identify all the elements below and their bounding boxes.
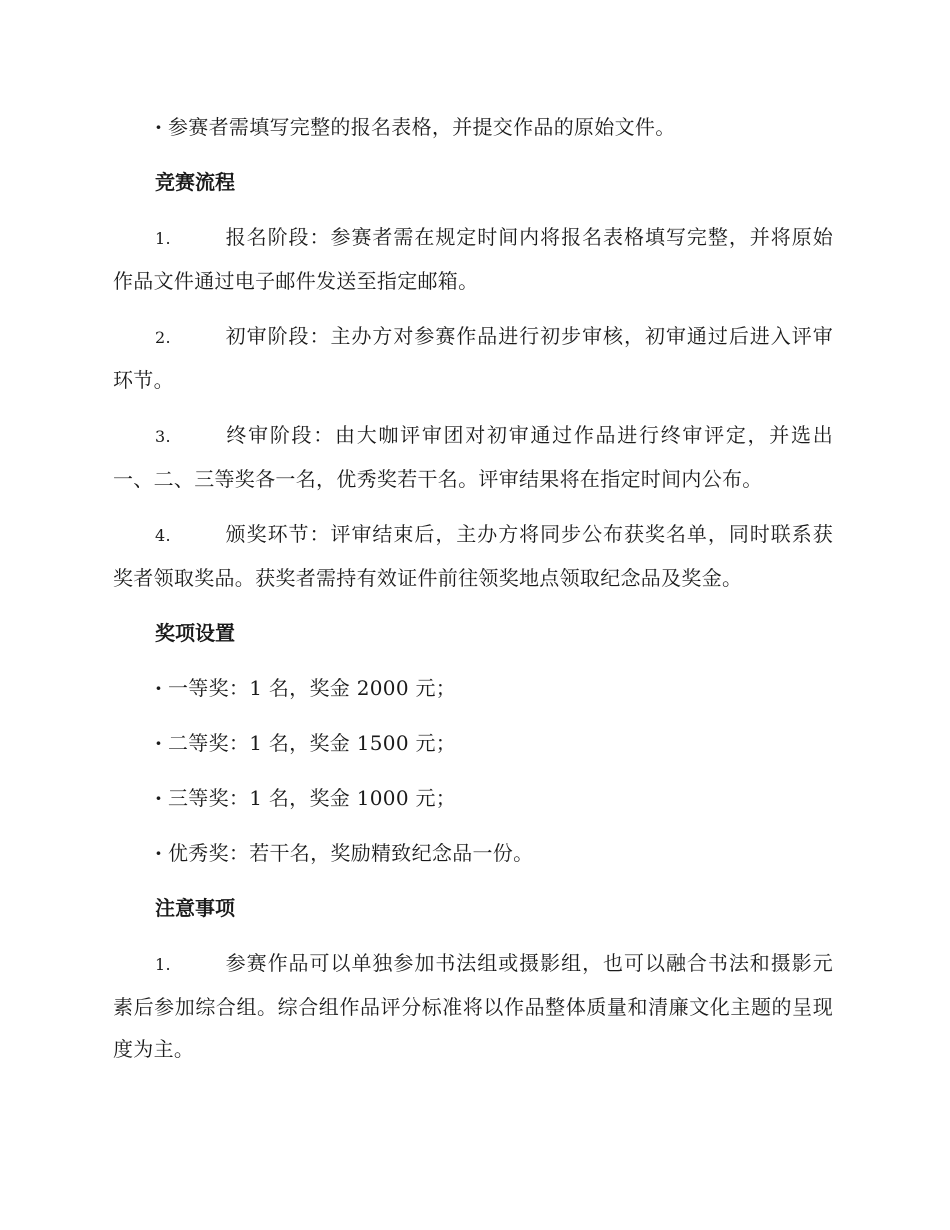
intro-bullet	[113, 106, 833, 148]
bullet-text: 二等奖：1 名，奖金 1500 元；	[168, 731, 457, 755]
bullet-text: 参赛者需填写完整的报名表格，并提交作品的原始文件。	[168, 115, 676, 139]
section-heading-notes: 注意事项	[155, 896, 235, 920]
notes-item-1	[113, 942, 833, 1070]
section-heading-awards: 奖项设置	[155, 621, 235, 645]
bullet-dot: ·	[155, 841, 163, 865]
process-item-1	[113, 216, 833, 302]
document-page	[113, 106, 833, 1083]
item-text: 颁奖环节：评审结束后，主办方将同步公布获奖名单，同时联系获奖者领取奖品。获奖者需持有效证件前往领奖地点领取纪念品及奖金。	[113, 522, 833, 590]
item-number: 1.	[155, 229, 171, 248]
award-item-3	[113, 777, 833, 819]
item-text: 参赛作品可以单独参加书法组或摄影组，也可以融合书法和摄影元素后参加综合组。综合组作品评分标准将以作品整体质量和清廉文化主题的呈现度为主。	[113, 951, 833, 1061]
item-text: 终审阶段：由大咖评审团对初审通过作品进行终审评定，并选出一、二、三等奖各一名，优秀奖若干名。评审结果将在指定时间内公布。	[113, 423, 833, 491]
item-number: 2.	[155, 328, 171, 347]
item-number: 1.	[155, 955, 171, 974]
section-heading-process: 竞赛流程	[155, 170, 235, 194]
award-item-4	[113, 832, 833, 874]
award-item-2	[113, 722, 833, 764]
item-number: 3.	[155, 427, 171, 446]
bullet-dot: ·	[155, 115, 163, 139]
bullet-dot: ·	[155, 676, 163, 700]
award-item-1	[113, 667, 833, 709]
process-item-2	[113, 315, 833, 401]
bullet-dot: ·	[155, 731, 163, 755]
bullet-dot: ·	[155, 786, 163, 810]
process-item-3	[113, 414, 833, 500]
item-number: 4.	[155, 526, 171, 545]
bullet-text: 一等奖：1 名，奖金 2000 元；	[168, 676, 457, 700]
bullet-text: 三等奖：1 名，奖金 1000 元；	[168, 786, 457, 810]
process-item-4	[113, 513, 833, 599]
bullet-text: 优秀奖：若干名，奖励精致纪念品一份。	[168, 841, 534, 865]
item-text: 初审阶段：主办方对参赛作品进行初步审核，初审通过后进入评审环节。	[113, 324, 833, 392]
item-text: 报名阶段：参赛者需在规定时间内将报名表格填写完整，并将原始作品文件通过电子邮件发送至指定邮箱。	[113, 225, 833, 293]
